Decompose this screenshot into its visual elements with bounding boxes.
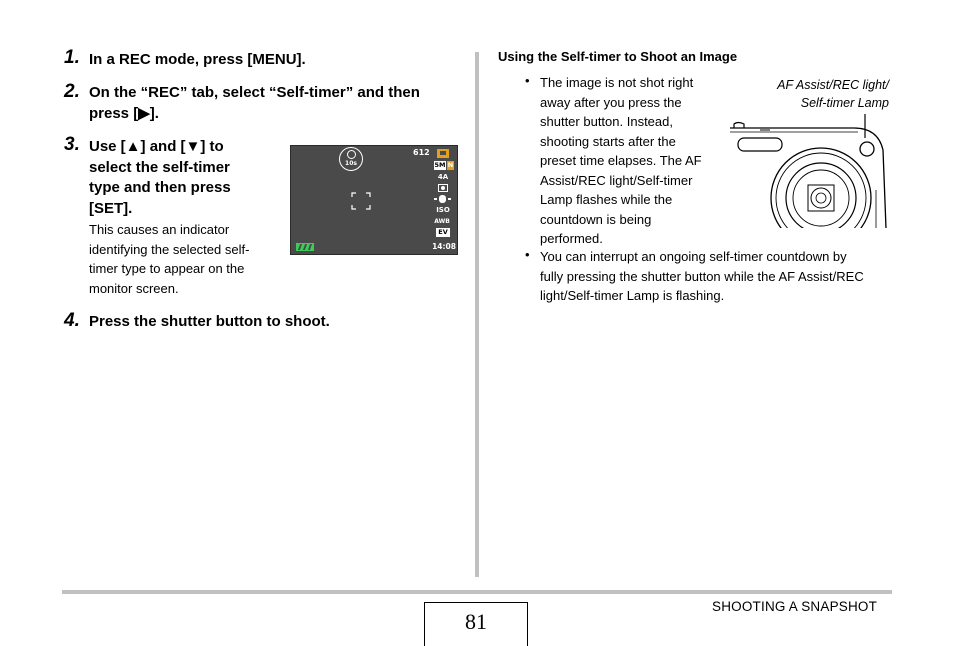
description-line: This causes an indicator bbox=[89, 222, 230, 237]
bullet-line: countdown is being bbox=[540, 211, 652, 227]
step-description bbox=[89, 220, 249, 298]
bullet-line: Assist/REC light/Self-timer bbox=[540, 172, 693, 188]
section-label: SHOOTING A SNAPSHOT bbox=[712, 599, 878, 614]
bullet-line: performed. bbox=[540, 231, 603, 246]
self-timer-icon bbox=[339, 147, 363, 171]
step-text-line: [SET]. bbox=[89, 199, 133, 217]
section-heading: Using the Self-timer to Shoot an Image bbox=[498, 49, 738, 64]
bullet-line: preset time elapses. The AF bbox=[540, 153, 702, 168]
bullet-marker: • bbox=[525, 73, 530, 88]
footer-rule bbox=[62, 590, 892, 594]
camera-monitor-screen bbox=[290, 145, 458, 255]
description-line: monitor screen. bbox=[89, 280, 179, 296]
iso-icon: ISO bbox=[436, 206, 450, 214]
bullet-line: light/Self-timer Lamp is flashing. bbox=[540, 288, 725, 303]
bullet-line: You can interrupt an ongoing self-timer countdown by bbox=[540, 249, 847, 264]
quality-icon: N bbox=[447, 161, 454, 169]
bullet-text bbox=[540, 73, 702, 249]
anti-shake-icon bbox=[434, 195, 452, 203]
flash-auto-icon: 4A bbox=[437, 173, 449, 181]
bullet-line: Lamp flashes while the bbox=[540, 192, 673, 207]
step-text-line: On the “REC” tab, select “Self-timer” and then bbox=[89, 84, 420, 101]
white-balance-icon: AWB bbox=[434, 218, 450, 225]
bullet-marker: • bbox=[525, 247, 530, 262]
step-text: In a REC mode, press [MENU]. bbox=[89, 51, 306, 68]
step-number: 2. bbox=[64, 81, 80, 102]
record-mode-icon bbox=[437, 149, 449, 158]
lamp-caption bbox=[740, 76, 889, 112]
step-text-line: Use [▲] and [▼] to bbox=[89, 138, 224, 155]
step-text: Press the shutter button to shoot. bbox=[89, 313, 330, 330]
description-line: timer type to appear on the bbox=[89, 261, 245, 276]
step-number: 1. bbox=[64, 47, 80, 68]
exposure-compensation-icon: EV bbox=[436, 228, 450, 237]
caption-line: AF Assist/REC light/ bbox=[777, 78, 889, 92]
description-line: identifying the selected self- bbox=[89, 241, 250, 257]
step-text-line: press [▶]. bbox=[89, 104, 159, 122]
bullet-line: away after you press the bbox=[540, 94, 682, 110]
bullet-line: The image is not shot right bbox=[540, 75, 694, 90]
column-divider bbox=[475, 52, 479, 577]
step-text-line: type and then press bbox=[89, 179, 231, 196]
caption-line: Self-timer Lamp bbox=[800, 96, 889, 110]
image-size-icon: 5M bbox=[434, 161, 446, 169]
bullet-text bbox=[540, 247, 864, 306]
bullet-line: shutter button. Instead, bbox=[540, 114, 673, 129]
page-number: 81 bbox=[424, 602, 528, 646]
focus-frame-icon bbox=[351, 192, 371, 210]
step-text-line: select the self-timer bbox=[89, 158, 230, 176]
time-display: 14:08 bbox=[432, 242, 456, 251]
step-number: 4. bbox=[64, 310, 80, 331]
battery-icon bbox=[296, 243, 314, 251]
step-text bbox=[89, 83, 420, 124]
face-detection-icon bbox=[438, 184, 448, 192]
bullet-line: shooting starts after the bbox=[540, 133, 676, 149]
self-timer-label: 10s bbox=[345, 160, 357, 167]
step-number: 3. bbox=[64, 134, 80, 155]
camera-illustration bbox=[728, 110, 890, 228]
shot-count: 612 bbox=[413, 148, 430, 157]
bullet-line: fully pressing the shutter button while the AF Assist/REC bbox=[540, 268, 864, 284]
step-text bbox=[89, 137, 231, 219]
